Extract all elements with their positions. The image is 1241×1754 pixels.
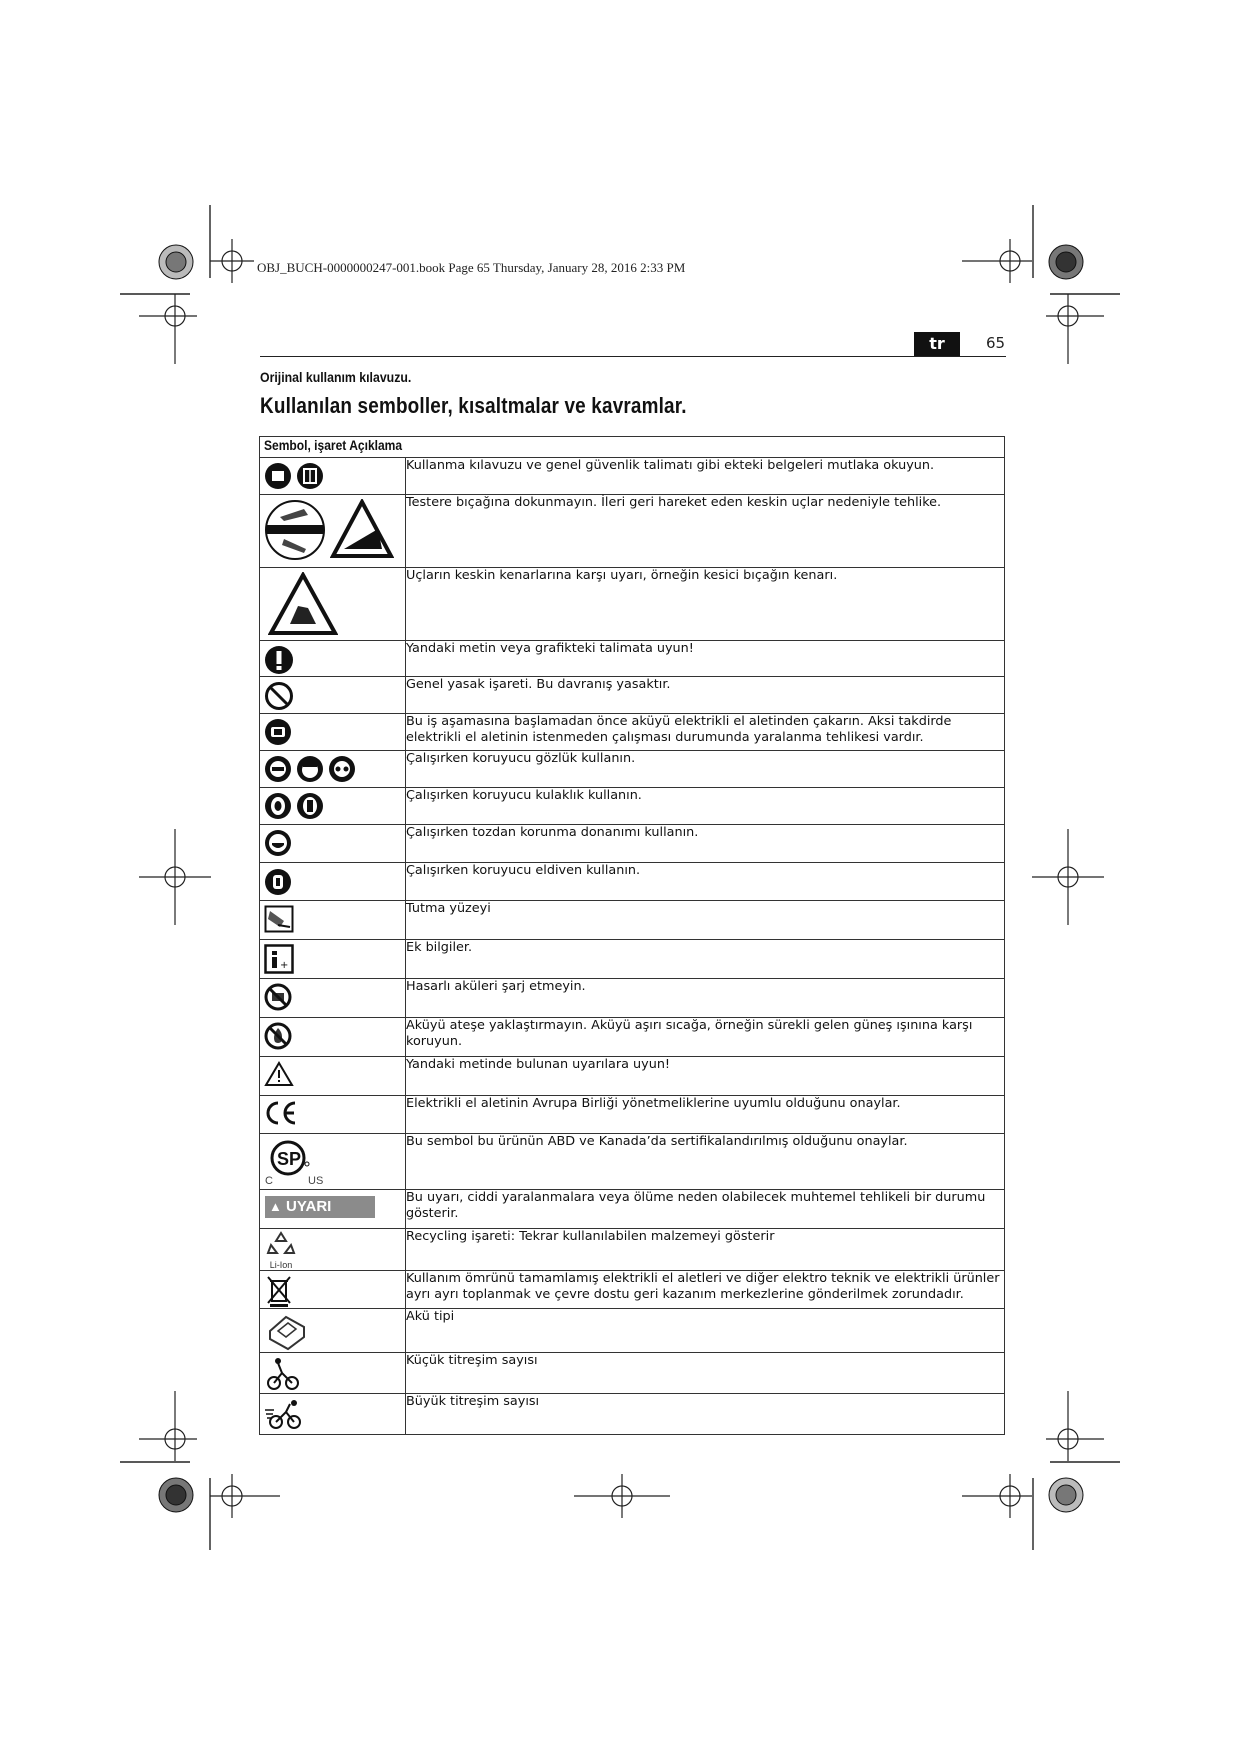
svg-text:SP: SP	[277, 1149, 302, 1169]
exclamation-icon	[264, 645, 294, 675]
fast-bike-icon	[264, 1398, 304, 1432]
row-description: Elektrikli el aletinin Avrupa Birliği yönetmeliklerine uyumlu olduğunu onaylar.	[406, 1096, 1005, 1134]
ear-muff-icon	[296, 792, 324, 820]
row-description: Kullanma kılavuzu ve genel güvenlik talimatı gibi ekteki belgeleri mutlaka okuyun.	[406, 458, 1005, 495]
table-row	[260, 568, 1005, 641]
ear-protection-icon	[264, 792, 292, 820]
table-row	[260, 1134, 1005, 1190]
row-description: Çalışırken koruyucu gözlük kullanın.	[406, 751, 1005, 788]
table-row	[260, 1309, 1005, 1353]
book-icon	[296, 462, 324, 490]
row-description: Küçük titreşim sayısı	[406, 1353, 1005, 1394]
table-row	[260, 1394, 1005, 1435]
table-row	[260, 1190, 1005, 1229]
slow-bike-icon	[266, 1357, 300, 1391]
remove-battery-icon	[264, 718, 292, 746]
row-description: Çalışırken tozdan korunma donanımı kullanın.	[406, 825, 1005, 863]
gloves-icon	[264, 867, 292, 897]
table-row	[260, 714, 1005, 751]
csa-mark-icon	[270, 1138, 310, 1178]
print-info-line: OBJ_BUCH-0000000247-001.book Page 65 Thursday, January 28, 2016 2:33 PM	[257, 260, 686, 275]
recycling-icon	[266, 1231, 296, 1255]
table-row	[260, 863, 1005, 901]
row-description: Uçların keskin kenarlarına karşı uyarı, örneğin kesici bıçağın kenarı.	[406, 568, 1005, 641]
table-header: Sembol, işaret Açıklama	[260, 437, 1005, 458]
table-row	[260, 1096, 1005, 1134]
table-row	[260, 1018, 1005, 1057]
table-row	[260, 495, 1005, 568]
language-badge: tr	[914, 332, 960, 356]
symbols-table	[259, 436, 1005, 1435]
no-charge-damaged-icon	[264, 983, 292, 1011]
uyari-label: UYARI	[286, 1198, 332, 1215]
row-description: Yandaki metinde bulunan uyarılara uyun!	[406, 1057, 1005, 1096]
csa-label-us: US	[308, 1175, 324, 1187]
sharp-edge-warning-icon	[330, 499, 394, 559]
attention-blade-icon	[264, 499, 326, 561]
table-row	[260, 1057, 1005, 1096]
warning-triangle-icon: ▲	[269, 1199, 282, 1214]
row-description: Çalışırken koruyucu kulaklık kullanın.	[406, 788, 1005, 825]
page-title: Kullanılan semboller, kısaltmalar ve kavramlar.	[260, 393, 687, 418]
row-description: Genel yasak işareti. Bu davranış yasaktır.	[406, 677, 1005, 714]
row-description: Çalışırken koruyucu eldiven kullanın.	[406, 863, 1005, 901]
row-description: Akü tipi	[406, 1309, 1005, 1353]
table-row	[260, 901, 1005, 940]
face-shield-icon	[296, 755, 324, 783]
row-description: Recycling işareti: Tekrar kullanılabilen malzemeyi gösterir	[406, 1229, 1005, 1271]
table-row	[260, 1353, 1005, 1394]
table-row	[260, 641, 1005, 677]
info-icon	[264, 944, 294, 974]
document-subtitle: Orijinal kullanım kılavuzu.	[260, 369, 412, 385]
read-manual-icon	[264, 462, 292, 490]
ce-mark-icon	[264, 1100, 298, 1126]
row-description: Tutma yüzeyi	[406, 901, 1005, 940]
no-fire-icon	[264, 1022, 292, 1050]
table-row	[260, 677, 1005, 714]
grip-surface-icon	[264, 905, 294, 933]
table-row	[260, 979, 1005, 1018]
row-description: Kullanım ömrünü tamamlamış elektrikli el aletleri ve diğer elektro teknik ve elektrikli ürünler ayrı ayrı toplanmak ve çevre dostu geri kazanım merkezlerine gönderilmek zorundadır.	[406, 1271, 1005, 1309]
glasses-icon	[328, 755, 356, 783]
weee-bin-icon	[266, 1275, 292, 1307]
row-description: Bu iş aşamasına başlamadan önce aküyü elektrikli el aletinden çakarın. Aksi takdirde elektrikli el aletinin istenmeden çalışması durumunda yaralanma tehlikesi vardır.	[406, 714, 1005, 751]
csa-label-c: C	[265, 1175, 273, 1187]
svg-text:+: +	[280, 960, 289, 971]
table-row	[260, 788, 1005, 825]
warning-triangle-icon	[264, 1061, 294, 1087]
page-number: 65	[986, 334, 1006, 352]
row-description: Bu sembol bu ürünün ABD ve Kanada’da sertifikalandırılmış olduğunu onaylar.	[406, 1134, 1005, 1190]
table-row	[260, 751, 1005, 788]
hand-cut-warning-icon	[268, 572, 338, 636]
table-row	[260, 825, 1005, 863]
table-row	[260, 1229, 1005, 1271]
row-description: Büyük titreşim sayısı	[406, 1394, 1005, 1435]
battery-pack-icon	[266, 1313, 308, 1351]
row-description: Testere bıçağına dokunmayın. İleri geri hareket eden keskin uçlar nedeniyle tehlike.	[406, 495, 1005, 568]
goggles-icon	[264, 755, 292, 783]
uyari-badge	[265, 1196, 375, 1218]
table-row	[260, 1271, 1005, 1309]
prohibition-icon	[264, 681, 294, 711]
li-ion-caption: Li-Ion	[269, 1260, 293, 1270]
row-description: Aküyü ateşe yaklaştırmayın. Aküyü aşırı sıcağa, örneğin sürekli gelen güneş ışınına karşı koruyun.	[406, 1018, 1005, 1057]
header-rule	[260, 356, 1006, 357]
row-description: Hasarlı aküleri şarj etmeyin.	[406, 979, 1005, 1018]
table-row	[260, 940, 1005, 979]
row-description: Yandaki metin veya grafikteki talimata uyun!	[406, 641, 1005, 677]
row-description: Bu uyarı, ciddi yaralanmalara veya ölüme neden olabilecek muhtemel tehlikeli bir durumu gösterir.	[406, 1190, 1005, 1229]
row-description: Ek bilgiler.	[406, 940, 1005, 979]
dust-mask-icon	[264, 829, 292, 857]
table-row	[260, 458, 1005, 495]
